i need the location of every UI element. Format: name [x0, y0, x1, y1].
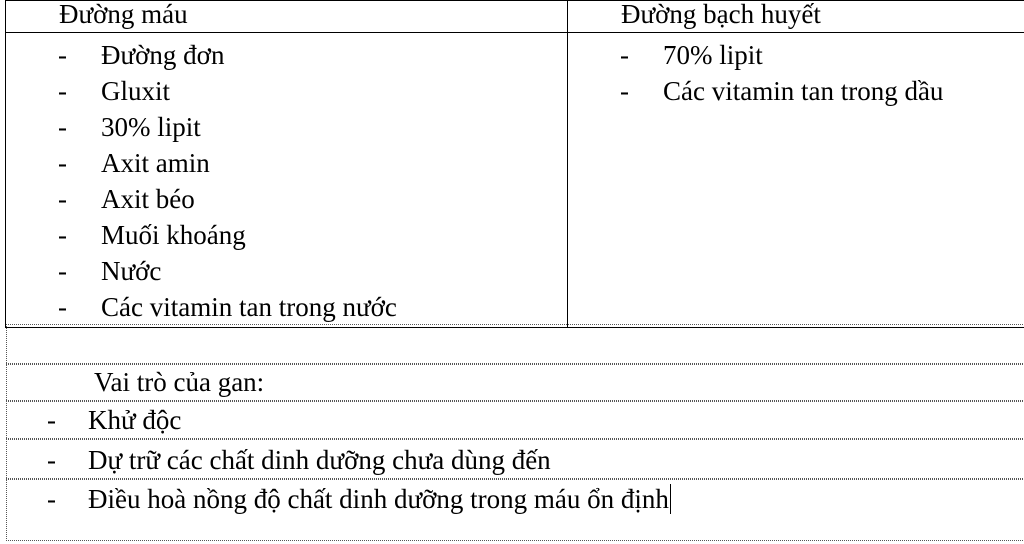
list-item-text: Gluxit [101, 76, 171, 106]
list-item-text: Axit béo [101, 184, 195, 214]
lymph-route-list [568, 33, 1024, 111]
header-blood-route: Đường máu [6, 1, 568, 33]
lymph-route-cell [568, 33, 1024, 328]
bullet-dash: - [58, 76, 67, 106]
bullet-dash: - [47, 484, 56, 514]
list-item-text: Các vitamin tan trong dầu [663, 76, 944, 106]
list-item [6, 217, 567, 253]
list-item-text-with-cursor [88, 481, 671, 517]
header-lymph-route: Đường bạch huyết [568, 1, 1024, 33]
list-item-text: Khử độc [88, 405, 182, 435]
list-item-text: Axit amin [101, 148, 210, 178]
bullet-dash: - [47, 405, 56, 435]
list-item-text: Các vitamin tan trong nước [101, 292, 397, 322]
list-item-text: 30% lipit [101, 112, 201, 142]
bullet-dash: - [620, 76, 629, 106]
bullet-dash: - [58, 256, 67, 286]
list-item [6, 73, 567, 109]
list-item [6, 37, 567, 73]
bullet-dash: - [47, 445, 56, 475]
bullet-dash: - [58, 148, 67, 178]
bullet-dash: - [620, 40, 629, 70]
bullet-dash: - [58, 184, 67, 214]
list-item-text: 70% lipit [663, 40, 763, 70]
table-body-row [6, 33, 1024, 328]
liver-role-heading: Vai trò của gan: [94, 367, 265, 397]
list-item [6, 181, 567, 217]
list-item-text: Điều hoà nồng độ chất dinh dưỡng trong máu ổn định [88, 484, 669, 514]
list-item-text: Nước [101, 256, 162, 286]
list-item-text: Đường đơn [101, 40, 225, 70]
list-item-text: Muối khoáng [101, 220, 246, 250]
absorption-table [5, 0, 1024, 328]
list-item-text: Dự trữ các chất dinh dưỡng chưa dùng đến [88, 445, 551, 475]
bullet-dash: - [58, 112, 67, 142]
text-cursor [670, 484, 671, 514]
bullet-dash: - [58, 220, 67, 250]
list-item [6, 289, 567, 325]
list-item [568, 73, 1024, 109]
bullet-dash: - [58, 292, 67, 322]
list-item [6, 145, 567, 181]
list-item [6, 253, 567, 289]
blood-route-list [6, 33, 567, 327]
blood-route-cell [6, 33, 568, 328]
list-item [6, 109, 567, 145]
table-header-row [6, 1, 1024, 33]
list-item [568, 37, 1024, 73]
empty-paragraph[interactable] [6, 324, 1024, 365]
bullet-dash: - [58, 40, 67, 70]
